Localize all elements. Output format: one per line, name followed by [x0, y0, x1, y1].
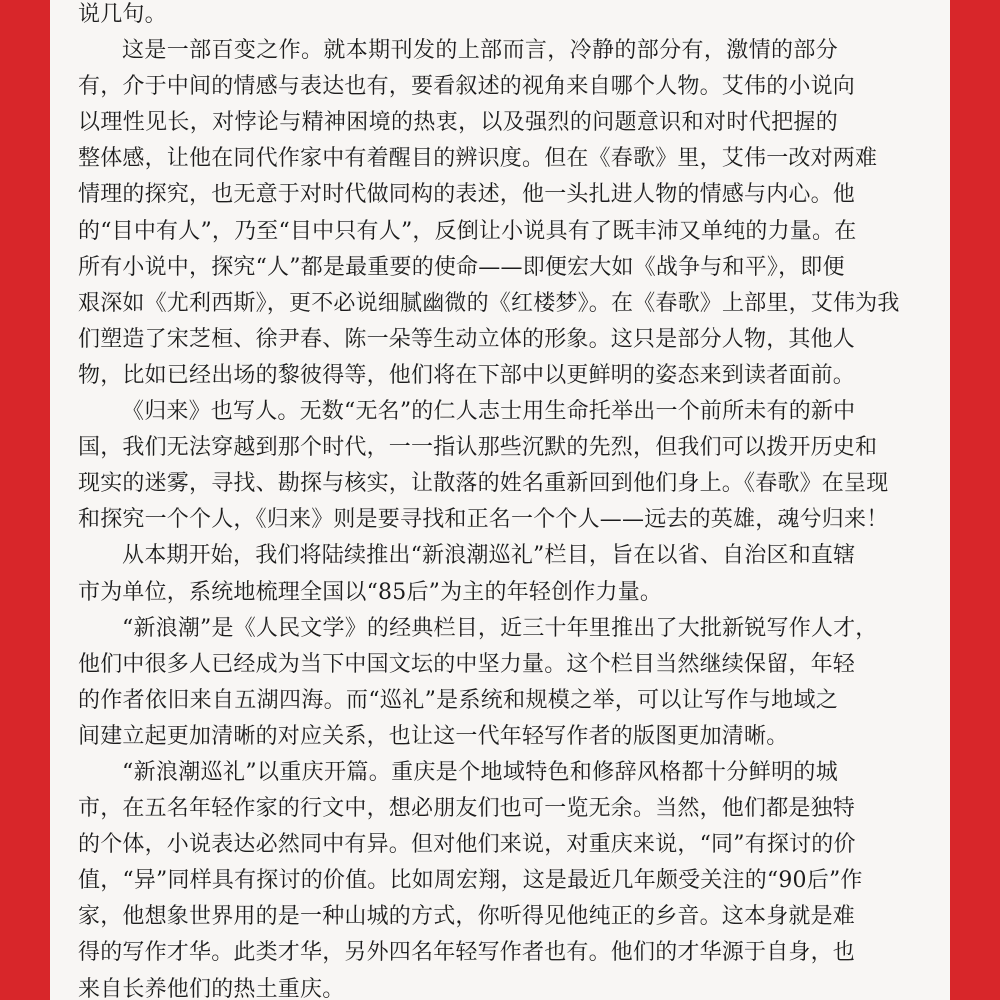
text-line: 们塑造了宋芝桓、徐尹春、陈一朵等生动立体的形象。这只是部分人物，其他人 [78, 326, 856, 352]
text-line: “新浪潮巡礼”以重庆开篇。重庆是个地域特色和修辞风格都十分鲜明的城 [122, 759, 838, 785]
text-line: 从本期开始，我们将陆续推出“新浪潮巡礼”栏目，旨在以省、自治区和直辖 [122, 543, 856, 569]
text-line: 间建立起更加清晰的对应关系，也让这一代年轻写作者的版图更加清晰。 [78, 723, 789, 749]
text-line: 的“目中有人”，乃至“目中只有人”，反倒让小说具有了既丰沛又单纯的力量。在 [78, 218, 857, 244]
text-line: “新浪潮”是《人民文学》的经典栏目，近三十年里推出了大批新锐写作人才， [122, 615, 878, 641]
body-text [78, 0, 900, 1000]
text-line: 市为单位，系统地梳理全国以“85后”为主的年轻创作力量。 [78, 579, 663, 605]
text-line: 艰深如《尤利西斯》，更不必说细腻幽微的《红楼梦》。在《春歌》上部里，艾伟为我 [78, 290, 900, 316]
text-line: 值，“异”同样具有探讨的价值。比如周宏翔，这是最近几年颇受关注的“90后”作 [78, 868, 863, 894]
text-line: 的作者依旧来自五湖四海。而“巡礼”是系统和规模之举，可以让写作与地域之 [78, 687, 838, 713]
text-line: 以理性见长，对悖论与精神困境的热衷，以及强烈的问题意识和对时代把握的 [78, 110, 838, 136]
text-line: 物，比如已经出场的黎彼得等，他们将在下部中以更鲜明的姿态来到读者面前。 [78, 362, 856, 388]
text-line: 来自长养他们的热土重庆。 [78, 976, 345, 1000]
text-line: 这是一部百变之作。就本期刊发的上部而言，冷静的部分有，激情的部分 [122, 38, 838, 64]
text-line: 得的写作才华。此类才华，另外四名年轻写作者也有。他们的才华源于自身，也 [78, 940, 856, 966]
text-line: 现实的迷雾，寻找、勘探与核实，让散落的姓名重新回到他们身上。《春歌》在呈现 [78, 471, 889, 497]
text-line: 说几句。 [78, 2, 167, 27]
text-line: 《归来》也写人。无数“无名”的仁人志士用生命托举出一个前所未有的新中 [122, 399, 856, 425]
text-line: 和探究一个个人，《归来》则是要寻找和正名一个个人——远去的英雄，魂兮归来！ [78, 507, 889, 533]
document-page [50, 0, 950, 1000]
text-line: 有，介于中间的情感与表达也有，要看叙述的视角来自哪个人物。艾伟的小说向 [78, 74, 856, 100]
text-line: 市，在五名年轻作家的行文中，想必朋友们也可一览无余。当然，他们都是独特 [78, 796, 856, 822]
text-line: 情理的探究，也无意于对时代做同构的表述，他一头扎进人物的情感与内心。他 [78, 182, 856, 208]
text-line: 的个体，小说表达必然同中有异。但对他们来说，对重庆来说，“同”有探讨的价 [78, 832, 856, 858]
text-line: 整体感，让他在同代作家中有着醒目的辨识度。但在《春歌》里，艾伟一改对两难 [78, 146, 878, 172]
text-line: 所有小说中，探究“人”都是最重要的使命——即便宏大如《战争与和平》，即便 [78, 254, 845, 280]
text-line: 国，我们无法穿越到那个时代，一一指认那些沉默的先烈，但我们可以拨开历史和 [78, 435, 878, 461]
text-line: 家，他想象世界用的是一种山城的方式，你听得见他纯正的乡音。这本身就是难 [78, 904, 856, 930]
text-line: 他们中很多人已经成为当下中国文坛的中坚力量。这个栏目当然继续保留，年轻 [78, 651, 856, 677]
